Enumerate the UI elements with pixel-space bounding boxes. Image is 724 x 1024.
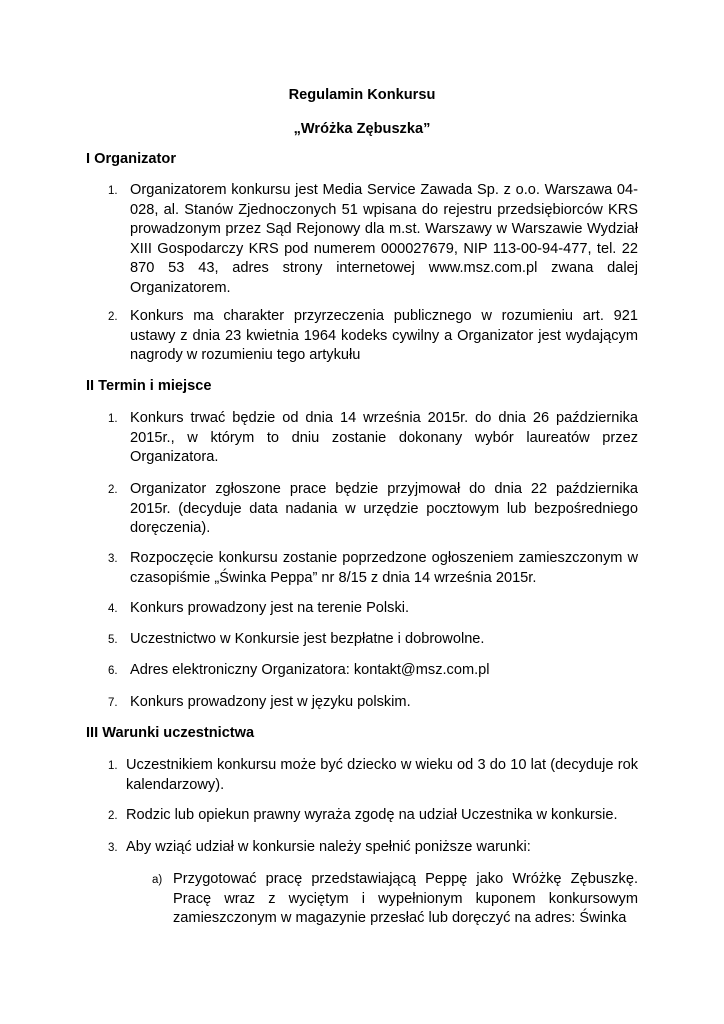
sub-list-item-text: Przygotować pracę przedstawiającą Peppę jako Wróżkę Zębuszkę. Pracę wraz z wyciętym i wypełnionym kuponem konkursowym zamieszczonym w magazynie przesłać lub doręczyć na adres: Świnka <box>173 871 638 927</box>
sub-list-item <box>152 870 638 929</box>
list-item-text: Aby wziąć udział w konkursie należy spełnić poniższe warunki: <box>126 839 531 855</box>
list-item-number: 1. <box>108 760 118 772</box>
list-item <box>108 480 638 539</box>
list-item-number: 1. <box>108 413 118 425</box>
list-item <box>108 838 638 858</box>
document-title: Regulamin Konkursu <box>288 87 436 103</box>
list-item-text: Konkurs ma charakter przyrzeczenia publicznego w rozumieniu art. 921 ustawy z dnia 23 kwietnia 1964 kodeks cywilny a Organizator jest wydającym nagrody w rozumieniu tego artykułu <box>130 308 638 364</box>
list-item-number: 2. <box>108 484 118 496</box>
list-item-number: 4. <box>108 603 118 615</box>
list-item-number: 5. <box>108 634 118 646</box>
list-item-text: Konkurs prowadzony jest w języku polskim. <box>130 694 411 710</box>
list-item <box>108 661 638 681</box>
list-item-number: 7. <box>108 697 118 709</box>
list-item <box>108 756 638 795</box>
list-item-text: Adres elektroniczny Organizatora: kontakt@msz.com.pl <box>130 662 490 678</box>
list-item <box>108 630 638 650</box>
list-item-number: 3. <box>108 553 118 565</box>
list-item-number: 6. <box>108 665 118 677</box>
list-item <box>108 307 638 366</box>
section-heading-termin: II Termin i miejsce <box>86 378 212 394</box>
section-heading-warunki: III Warunki uczestnictwa <box>86 725 255 741</box>
list-item-text: Rodzic lub opiekun prawny wyraża zgodę na udział Uczestnika w konkursie. <box>126 807 618 823</box>
list-item-number: 3. <box>108 842 118 854</box>
list-item <box>108 409 638 468</box>
list-item-text: Organizatorem konkursu jest Media Service Zawada Sp. z o.o. Warszawa 04-028, al. Stanów Zjednoczonych 51 wpisana do rejestru przedsiębiorców KRS prowadzonym przez Sąd Rejonowy dla m.st. Warszawy w Warszawie Wydział XIII Gospodarczy KRS pod numerem 000027679, NIP 113-00-94-477, tel. 22 870 53 43, adres strony internetowej www.msz.com.pl zwana dalej Organizatorem. <box>130 182 638 296</box>
list-item <box>108 599 638 619</box>
list-item-text: Uczestnikiem konkursu może być dziecko w wieku od 3 do 10 lat (decyduje rok kalendarzowy). <box>126 757 638 793</box>
list-item <box>108 549 638 588</box>
list-item-text: Organizator zgłoszone prace będzie przyjmował do dnia 22 października 2015r. (decyduje data nadania w urzędzie pocztowym lub bezpośredniego doręczenia). <box>130 481 638 537</box>
list-item-number: 2. <box>108 311 118 323</box>
list-item-text: Konkurs trwać będzie od dnia 14 września 2015r. do dnia 26 października 2015r., w którym to dniu zostanie dokonany wybór laureatów przez Organizatora. <box>130 410 638 466</box>
list-item-number: 1. <box>108 185 118 197</box>
section-heading-organizator: I Organizator <box>86 151 177 167</box>
list-item <box>108 806 638 826</box>
sub-list-item-letter: a) <box>152 874 163 886</box>
document-subtitle: „Wróżka Zębuszka” <box>293 121 431 137</box>
list-item-text: Uczestnictwo w Konkursie jest bezpłatne i dobrowolne. <box>130 631 485 647</box>
list-item-number: 2. <box>108 810 118 822</box>
list-item-text: Konkurs prowadzony jest na terenie Polski. <box>130 600 410 616</box>
list-item <box>108 181 638 299</box>
list-item-text: Rozpoczęcie konkursu zostanie poprzedzone ogłoszeniem zamieszczonym w czasopiśmie „Świnka Peppa” nr 8/15 z dnia 14 września 2015r. <box>130 550 638 586</box>
list-item <box>108 693 638 713</box>
